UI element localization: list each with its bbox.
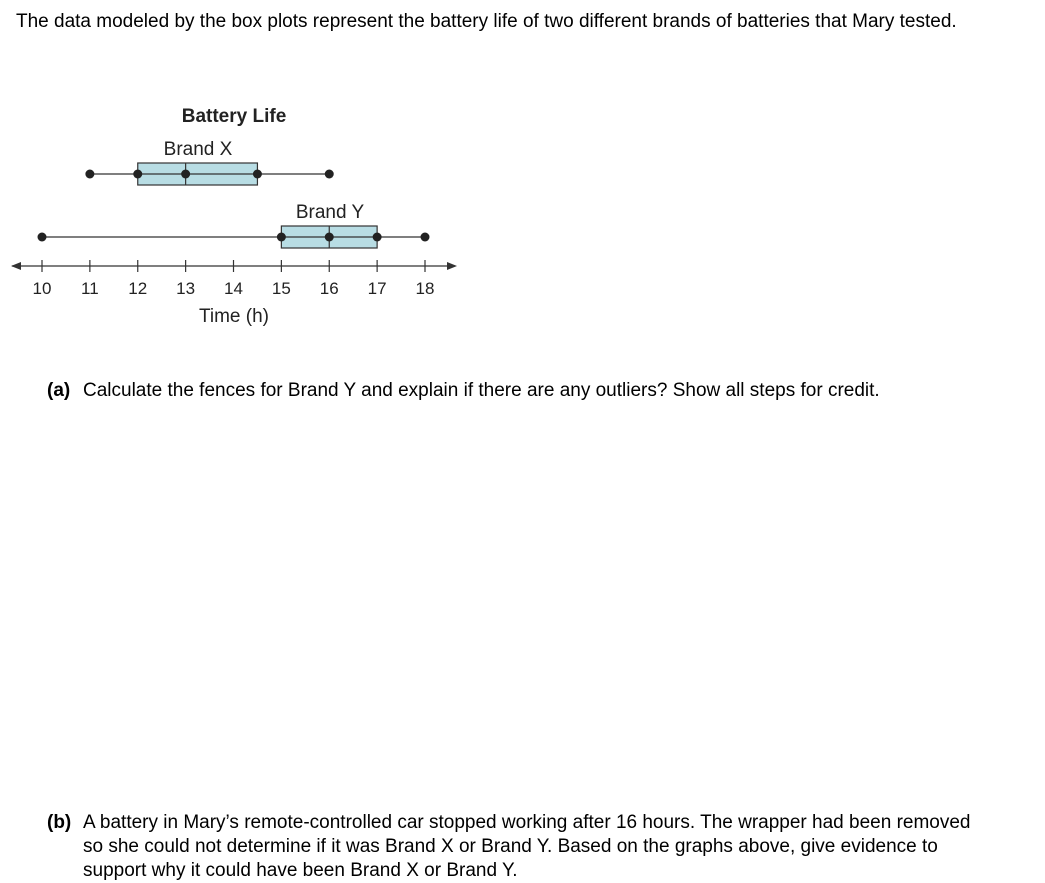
axis-tick-label: 17 [367,279,387,298]
question-a [47,379,1007,403]
axis-arrow-left [11,262,21,270]
axis-tick-label: 14 [224,279,243,298]
brand-x-max-point [325,170,334,179]
axis-arrow-right [447,262,457,270]
brand-x-min-point [85,170,94,179]
axis-tick-label: 13 [176,279,196,298]
question-b [47,811,977,883]
chart-title: Battery Life [181,106,287,127]
question-b-text: A battery in Mary’s remote-controlled car stopped working after 16 hours. The wrapper had been removed so she could not determine if it was Brand X or Brand Y. Based on the graphs above, give evidence to support why it could have been Brand X or Brand Y. [83,812,971,881]
axis-tick-label: 10 [32,279,52,298]
intro-text: The data modeled by the box plots represent the battery life of two different brands of batteries that Mary tested. [16,11,957,32]
brand-x-median-point [181,170,190,179]
x-axis [11,260,457,298]
brand-y-median-point [325,233,334,242]
axis-tick-label: 12 [128,279,148,298]
box-plots-group [38,139,430,248]
brand-y-q1-point [277,233,286,242]
brand-y-max-point [421,233,430,242]
brand-x-q1-point [133,170,142,179]
question-a-text: Calculate the fences for Brand Y and explain if there are any outliers? Show all steps for credit. [83,380,880,401]
x-axis-label: Time (h) [198,306,270,327]
brand-y-min-point [38,233,47,242]
question-a-label: (a) [47,380,71,401]
brand-x-label: Brand X [163,139,233,160]
axis-tick-label: 11 [81,279,99,298]
brand-y-label: Brand Y [295,202,365,223]
axis-tick-label: 16 [319,279,339,298]
battery-life-box-plot [0,95,480,345]
brand-y-q3-point [373,233,382,242]
question-b-label: (b) [47,812,72,833]
axis-tick-label: 18 [415,279,435,298]
axis-tick-label: 15 [271,279,291,298]
brand-x-q3-point [253,170,262,179]
